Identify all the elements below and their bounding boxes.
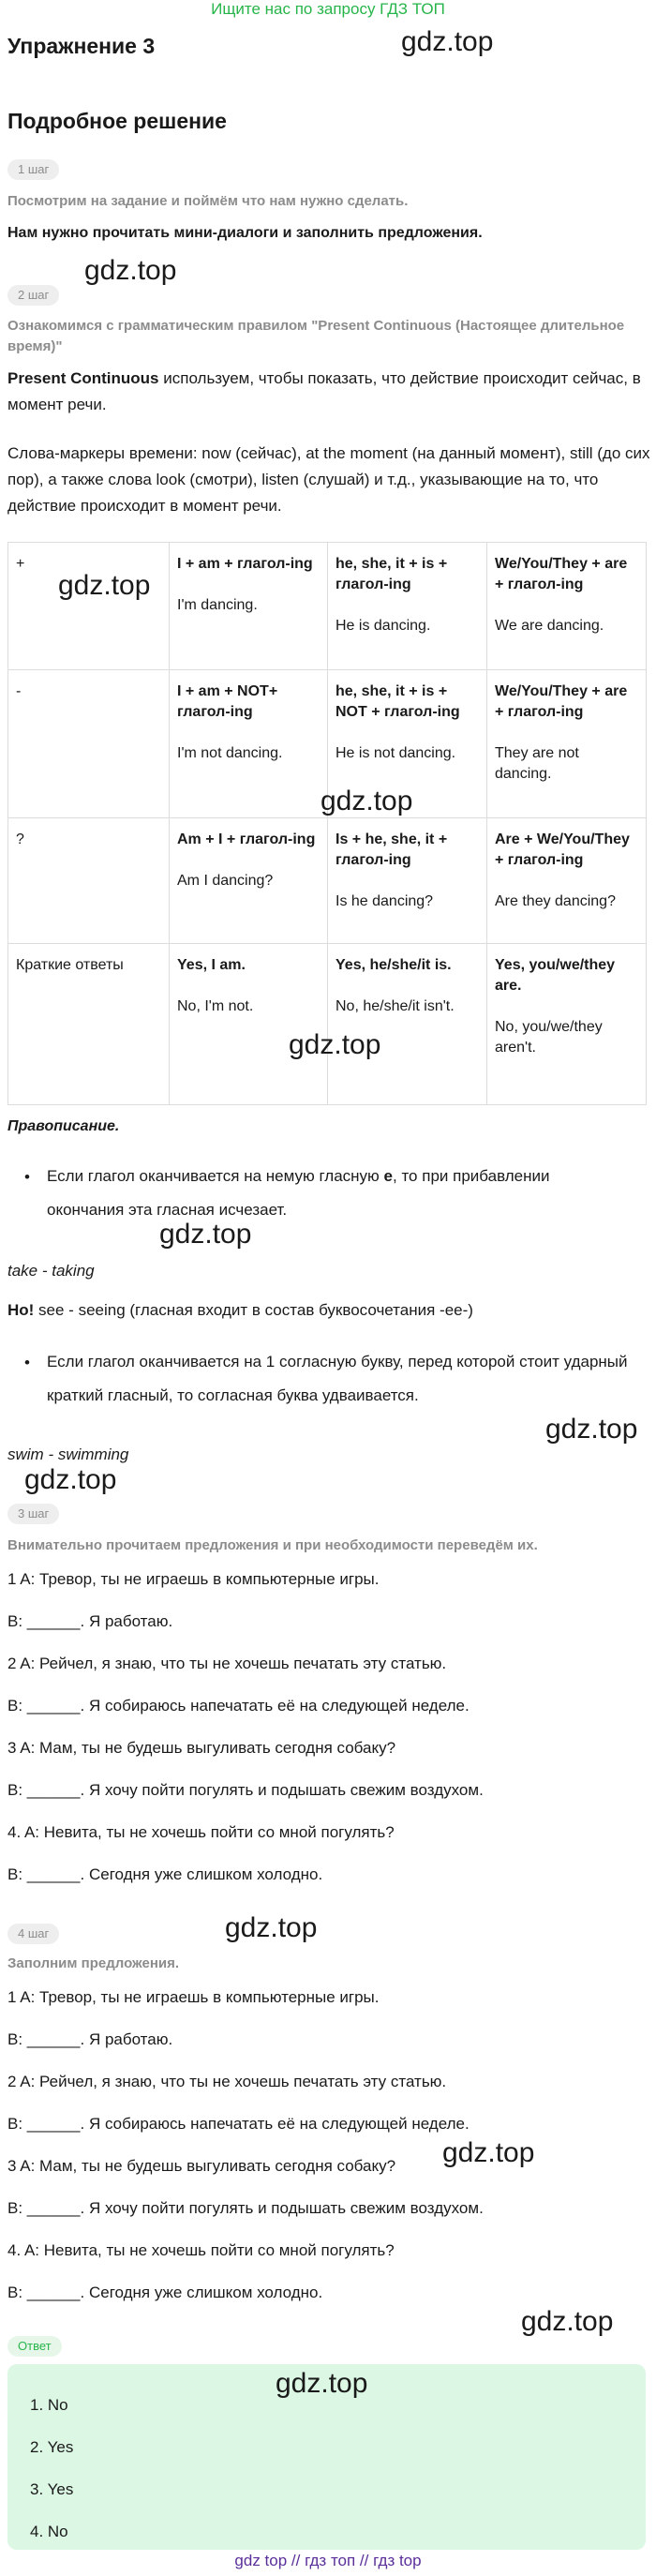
watermark: gdz.top bbox=[159, 1219, 252, 1250]
example: He is dancing. bbox=[335, 618, 431, 634]
example: I'm dancing. bbox=[177, 597, 258, 613]
table-row bbox=[8, 818, 647, 944]
present-continuous-definition bbox=[7, 366, 652, 418]
table-cell bbox=[170, 818, 328, 944]
page-title: Упражнение 3 bbox=[7, 34, 156, 58]
example: We are dancing. bbox=[495, 618, 604, 634]
example: I'm not dancing. bbox=[177, 745, 283, 761]
dialog-line: B: ______. Я собираюсь напечатать её на следующей неделе. bbox=[7, 2115, 470, 2133]
step-1-task: Нам нужно прочитать мини-диалоги и заполнить предложения. bbox=[7, 225, 483, 241]
answer-item: 4. No bbox=[30, 2523, 68, 2540]
watermark: gdz.top bbox=[321, 786, 413, 816]
dialog-line: 1 A: Тревор, ты не играешь в компьютерные игры. bbox=[7, 1570, 380, 1588]
watermark: gdz.top bbox=[289, 1029, 381, 1060]
example: Are they dancing? bbox=[495, 893, 616, 909]
example: Am I dancing? bbox=[177, 873, 274, 889]
watermark: gdz.top bbox=[545, 1414, 638, 1445]
footer-links[interactable]: gdz top // гдз топ // гдз top bbox=[234, 2552, 422, 2569]
step-badge-1: 1 шаг bbox=[7, 159, 59, 180]
formula: We/You/They + are + глагол-ing bbox=[495, 683, 628, 720]
formula: I + am + NOT+ глагол-ing bbox=[177, 683, 278, 720]
example: They are not dancing. bbox=[495, 745, 579, 782]
table-cell bbox=[487, 818, 647, 944]
table-cell bbox=[328, 543, 487, 670]
watermark: gdz.top bbox=[24, 1464, 117, 1495]
row-label: ? bbox=[8, 818, 170, 944]
dialog-line: 2 A: Рейчел, я знаю, что ты не хочешь печатать эту статью. bbox=[7, 1655, 447, 1672]
dialog-line: B: ______. Сегодня уже слишком холодно. bbox=[7, 2284, 323, 2301]
grammar-table bbox=[7, 542, 647, 1105]
step-1-hint: Посмотрим на задание и поймём что нам нужно сделать. bbox=[7, 193, 409, 209]
solution-heading: Подробное решение bbox=[7, 109, 227, 133]
table-cell bbox=[487, 670, 647, 818]
answer-badge: Ответ bbox=[7, 2336, 62, 2357]
watermark: gdz.top bbox=[225, 1912, 318, 1943]
step-badge-2: 2 шаг bbox=[7, 285, 59, 306]
dialog-line: 3 A: Мам, ты не будешь выгуливать сегодня собаку? bbox=[7, 2157, 396, 2175]
spelling-heading: Правописание. bbox=[7, 1118, 120, 1134]
dialog-line: B: ______. Я хочу пойти погулять и подышать свежим воздухом. bbox=[7, 1781, 484, 1799]
dialog-line: B: ______. Сегодня уже слишком холодно. bbox=[7, 1865, 323, 1883]
watermark: gdz.top bbox=[521, 2306, 614, 2337]
formula: We/You/They + are + глагол-ing bbox=[495, 556, 628, 592]
dialog-line: B: ______. Я собираюсь напечатать её на следующей неделе. bbox=[7, 1697, 470, 1715]
formula: he, she, it + is + глагол-ing bbox=[335, 556, 448, 592]
rule-text: , то при прибавлении окончания эта гласная исчезает. bbox=[47, 1167, 550, 1219]
watermark: gdz.top bbox=[442, 2137, 535, 2168]
answer-item: 1. No bbox=[30, 2396, 68, 2414]
rule-text: Если глагол оканчивается на немую гласную bbox=[47, 1167, 384, 1185]
example: No, I'm not. bbox=[177, 998, 254, 1014]
table-row bbox=[8, 543, 647, 670]
time-markers: Слова-маркеры времени: now (сейчас), at the moment (на данный момент), still (до сих пор), а также слова look (смотри), listen (слушай) и т.д., указывающие на то, что действие происходит в момент речи. bbox=[7, 444, 650, 515]
row-label: Краткие ответы bbox=[8, 944, 170, 1105]
row-label: - bbox=[8, 670, 170, 818]
row-label: + bbox=[8, 543, 170, 670]
bullet-icon: • bbox=[24, 1354, 30, 1371]
step-4-hint: Заполним предложения. bbox=[7, 1955, 180, 1971]
dialog-line: 2 A: Рейчел, я знаю, что ты не хочешь печатать эту статью. bbox=[7, 2073, 447, 2090]
spelling-example-1: take - taking bbox=[7, 1262, 95, 1280]
formula: Yes, you/we/they are. bbox=[495, 957, 616, 994]
formula: Yes, he/she/it is. bbox=[335, 957, 452, 973]
example: No, he/she/it isn't. bbox=[335, 998, 455, 1014]
answer-item: 2. Yes bbox=[30, 2438, 74, 2456]
dialog-line: 4. A: Невита, ты не хочешь пойти со мной погулять? bbox=[7, 1823, 395, 1841]
step-badge-3: 3 шаг bbox=[7, 1504, 59, 1524]
spelling-rule-1 bbox=[47, 1160, 628, 1227]
spelling-rule-2: Если глагол оканчивается на 1 согласную букву, перед которой стоит ударный краткий гласный, то согласная буква удваивается. bbox=[47, 1353, 628, 1404]
present-continuous-term: Present Continuous bbox=[7, 369, 159, 387]
table-cell bbox=[170, 670, 328, 818]
watermark: gdz.top bbox=[276, 2368, 368, 2399]
table-cell bbox=[487, 944, 647, 1105]
note-text: see - seeing (гласная входит в состав буквосочетания -ee-) bbox=[34, 1301, 473, 1319]
formula: Are + We/You/They + глагол-ing bbox=[495, 831, 630, 868]
formula: Is + he, she, it + глагол-ing bbox=[335, 831, 448, 868]
table-row bbox=[8, 944, 647, 1105]
spelling-note bbox=[7, 1301, 473, 1320]
dialog-line: 1 A: Тревор, ты не играешь в компьютерные игры. bbox=[7, 1988, 380, 2006]
answer-item: 3. Yes bbox=[30, 2480, 74, 2498]
table-cell bbox=[170, 543, 328, 670]
step-2-hint: Ознакомимся с грамматическим правилом "Present Continuous (Настоящее длительное время)" bbox=[7, 318, 625, 354]
formula: Yes, I am. bbox=[177, 957, 246, 973]
formula: Am + I + глагол-ing bbox=[177, 831, 316, 847]
example: Is he dancing? bbox=[335, 893, 434, 909]
search-banner[interactable]: Ищите нас по запросу ГДЗ ТОП bbox=[211, 0, 445, 18]
dialog-line: 4. A: Невита, ты не хочешь пойти со мной погулять? bbox=[7, 2241, 395, 2259]
table-cell bbox=[328, 944, 487, 1105]
example: No, you/we/they aren't. bbox=[495, 1019, 603, 1056]
dialog-line: B: ______. Я работаю. bbox=[7, 1612, 173, 1630]
table-cell bbox=[170, 944, 328, 1105]
present-continuous-text: используем, чтобы показать, что действие происходит сейчас, в момент речи. bbox=[7, 369, 641, 413]
table-cell bbox=[328, 818, 487, 944]
bullet-icon: • bbox=[24, 1168, 30, 1186]
step-badge-4: 4 шаг bbox=[7, 1924, 59, 1944]
watermark: gdz.top bbox=[401, 26, 494, 57]
formula: I + am + глагол-ing bbox=[177, 556, 313, 572]
dialog-line: 3 A: Мам, ты не будешь выгуливать сегодня собаку? bbox=[7, 1739, 396, 1757]
watermark: gdz.top bbox=[58, 570, 151, 601]
dialog-line: B: ______. Я хочу пойти погулять и подышать свежим воздухом. bbox=[7, 2199, 484, 2217]
example: He is not dancing. bbox=[335, 745, 456, 761]
step-3-hint: Внимательно прочитаем предложения и при необходимости переведём их. bbox=[7, 1537, 538, 1553]
note-label: Но! bbox=[7, 1301, 35, 1319]
watermark: gdz.top bbox=[84, 255, 177, 286]
dialog-line: B: ______. Я работаю. bbox=[7, 2030, 173, 2048]
rule-letter: е bbox=[383, 1167, 394, 1185]
spelling-example-2: swim - swimming bbox=[7, 1445, 129, 1463]
table-cell bbox=[487, 543, 647, 670]
formula: he, she, it + is + NOT + глагол-ing bbox=[335, 683, 460, 720]
